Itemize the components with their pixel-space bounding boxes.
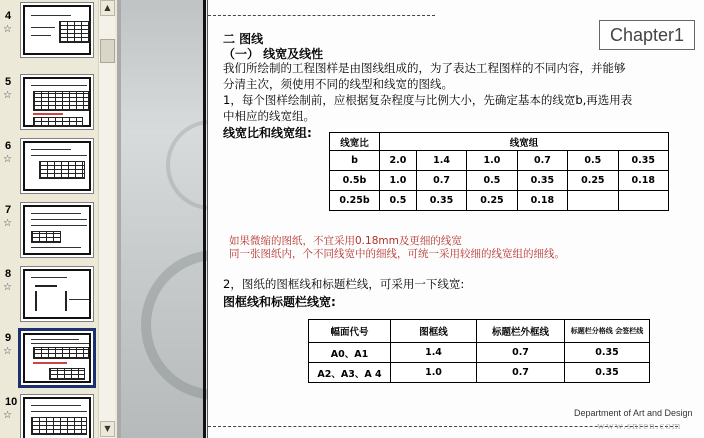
slide-number: 9 <box>5 332 12 344</box>
table-cell <box>568 191 618 211</box>
table-cell: 0.35 <box>565 343 650 363</box>
table-cell: 1.0 <box>467 151 517 171</box>
note-text[interactable]: 同一张图纸内，个不同线宽中的细线，可统一采用较细的线宽组的细线。 <box>229 248 565 260</box>
slide-preview <box>20 202 94 258</box>
intro-text[interactable]: 分清主次，须使用不同的线型和线宽的图线。 <box>223 77 453 91</box>
table-cell: 0.5 <box>568 151 618 171</box>
frame-line-table[interactable] <box>308 319 650 383</box>
thumbnail-scrollbar[interactable] <box>98 0 115 438</box>
table-cell: 0.35 <box>565 363 650 383</box>
divider-line <box>203 0 206 438</box>
table-header-cell: 幅面代号 <box>309 320 391 343</box>
table-header-cell: 线宽比 <box>330 133 380 151</box>
table-cell: 0.5 <box>380 191 417 211</box>
intro-text[interactable]: 我们所绘制的工程图样是由图线组成的，为了表达工程图样的不同内容，并能够 <box>223 61 626 75</box>
department-footer: Department of Art and Design <box>574 408 693 418</box>
table-row <box>309 363 650 383</box>
animation-star-icon: ☆ <box>3 154 12 165</box>
slide-thumbnail[interactable] <box>0 138 98 200</box>
slide-preview <box>20 74 94 130</box>
table-header-cell: 线宽组 <box>380 133 669 151</box>
table-cell: A0、A1 <box>309 343 391 363</box>
slide-thumbnail[interactable] <box>0 394 98 438</box>
table-cell: 0.18 <box>618 171 668 191</box>
slide-number: 10 <box>5 396 18 408</box>
table1-title[interactable]: 线宽比和线宽组: <box>223 126 312 140</box>
table-cell: 1.4 <box>391 343 477 363</box>
slide-number: 6 <box>5 140 12 152</box>
scrollbar-thumb[interactable] <box>100 39 115 63</box>
table-row <box>330 191 669 211</box>
table-cell: 0.5 <box>467 171 517 191</box>
table-row <box>330 151 669 171</box>
scroll-down-icon[interactable]: ▼ <box>100 421 115 437</box>
table-cell: 0.7 <box>477 343 565 363</box>
table-row <box>309 343 650 363</box>
table-cell: 0.25b <box>330 191 380 211</box>
slide-editing-area[interactable] <box>117 0 704 438</box>
step2-text[interactable]: 2，图纸的图框线和标题栏线，可采用一下线宽: <box>223 277 465 291</box>
slide-thumbnail[interactable] <box>0 266 98 328</box>
table-header-cell: 图框线 <box>391 320 477 343</box>
table-cell: 0.25 <box>568 171 618 191</box>
table-cell: 1.0 <box>391 363 477 383</box>
table-header-cell: 标题栏分格线 会签栏线 <box>565 320 650 343</box>
table-cell: 1.4 <box>416 151 466 171</box>
slide-thumbnail[interactable] <box>0 74 98 136</box>
chapter-label[interactable]: Chapter1 <box>599 20 695 50</box>
animation-star-icon: ☆ <box>3 346 12 357</box>
table2-title[interactable]: 图框线和标题栏线宽: <box>223 295 336 309</box>
slide-thumbnail-pane <box>0 0 117 438</box>
step1-text[interactable]: 中相应的线宽组。 <box>223 109 315 123</box>
slide-preview <box>18 328 96 388</box>
animation-star-icon: ☆ <box>3 410 12 421</box>
table-cell <box>618 191 668 211</box>
slide-preview <box>20 2 94 58</box>
animation-star-icon: ☆ <box>3 282 12 293</box>
table-cell: 0.35 <box>416 191 466 211</box>
table-header-row <box>309 320 650 343</box>
table-cell: 0.5b <box>330 171 380 191</box>
line-width-table[interactable] <box>329 132 669 211</box>
slide-thumbnail[interactable] <box>0 8 98 70</box>
scroll-up-icon[interactable]: ▲ <box>100 0 115 16</box>
animation-star-icon: ☆ <box>3 24 12 35</box>
slide-thumbnail[interactable] <box>0 202 98 264</box>
slide-number: 8 <box>5 268 12 280</box>
table-cell: b <box>330 151 380 171</box>
subsection-title[interactable]: （一） 线宽及线性 <box>223 47 324 61</box>
table-cell: 1.0 <box>380 171 417 191</box>
slide-preview <box>20 394 94 438</box>
table-cell: 0.7 <box>416 171 466 191</box>
note-text[interactable]: 如果微缩的图纸，不宜采用0.18mm及更细的线宽 <box>229 235 462 247</box>
dashed-rule <box>208 15 435 16</box>
table-cell: A2、A3、A 4 <box>309 363 391 383</box>
slide-preview <box>20 138 94 194</box>
slide-preview <box>20 266 94 322</box>
table-cell: 0.18 <box>517 191 567 211</box>
table-cell: 0.7 <box>517 151 567 171</box>
step1-text[interactable]: 1，每个图样绘制前，应根据复杂程度与比例大小，先确定基本的线宽b,再选用表 <box>223 93 633 107</box>
slide-number: 4 <box>5 10 12 22</box>
table-header-cell: 标题栏外框线 <box>477 320 565 343</box>
table-row <box>330 171 669 191</box>
table-header-row <box>330 133 669 151</box>
slide-number: 7 <box>5 204 12 216</box>
table-cell: 0.35 <box>517 171 567 191</box>
table-cell: 0.7 <box>477 363 565 383</box>
slide-canvas[interactable] <box>121 0 704 438</box>
animation-star-icon: ☆ <box>3 90 12 101</box>
watermark: www.snren.com <box>597 420 682 432</box>
slide-number: 5 <box>5 76 12 88</box>
section-title[interactable]: 二 图线 <box>223 32 264 46</box>
table-cell: 0.35 <box>618 151 668 171</box>
animation-star-icon: ☆ <box>3 218 12 229</box>
table-cell: 0.25 <box>467 191 517 211</box>
slide-thumbnail-selected[interactable] <box>0 330 98 392</box>
table-cell: 2.0 <box>380 151 417 171</box>
